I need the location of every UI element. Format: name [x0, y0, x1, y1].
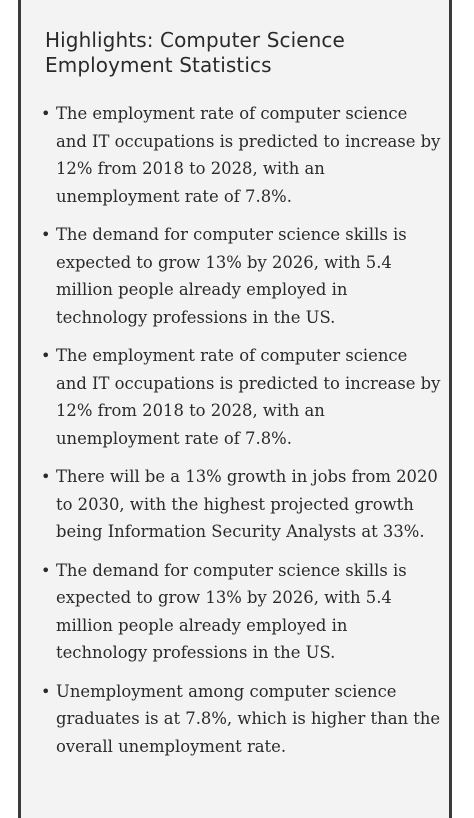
bullet-icon: • [41, 681, 51, 701]
bullet-icon: • [41, 104, 51, 123]
list-item-text: The employment rate of computer science and IT occupations is predicted to increase by 12% from 2018 to 2028, with an unemployment rate of 7.8%. [56, 346, 441, 448]
list-item-text: The employment rate of computer science and IT occupations is predicted to increase by 12% from 2018 to 2028, with an unemployment rate of 7.8%. [56, 104, 441, 206]
list-item [21, 221, 449, 331]
highlights-list [21, 100, 449, 771]
list-item [21, 342, 449, 452]
list-item-text: The demand for computer science skills is expected to grow 13% by 2026, with 5.4 million people already employed in technology professions in the US. [56, 560, 407, 662]
list-item [21, 100, 449, 210]
bullet-icon: • [41, 346, 51, 365]
bullet-icon: • [41, 467, 51, 486]
list-item [21, 557, 449, 667]
list-item [21, 678, 449, 761]
list-item-text: The demand for computer science skills is expected to grow 13% by 2026, with 5.4 million people already employed in technology professions in the US. [56, 225, 407, 327]
list-item-text: There will be a 13% growth in jobs from 2020 to 2030, with the highest projected growth being Information Security Analysts at 33%. [56, 467, 438, 541]
highlights-panel [18, 0, 452, 818]
list-item-text: Unemployment among computer science graduates is at 7.8%, which is higher than the overall unemployment rate. [56, 681, 441, 756]
highlights-heading: Highlights: Computer Science Employment Statistics [45, 28, 345, 77]
bullet-icon: • [41, 560, 51, 580]
bullet-icon: • [41, 225, 51, 244]
list-item [21, 463, 449, 546]
